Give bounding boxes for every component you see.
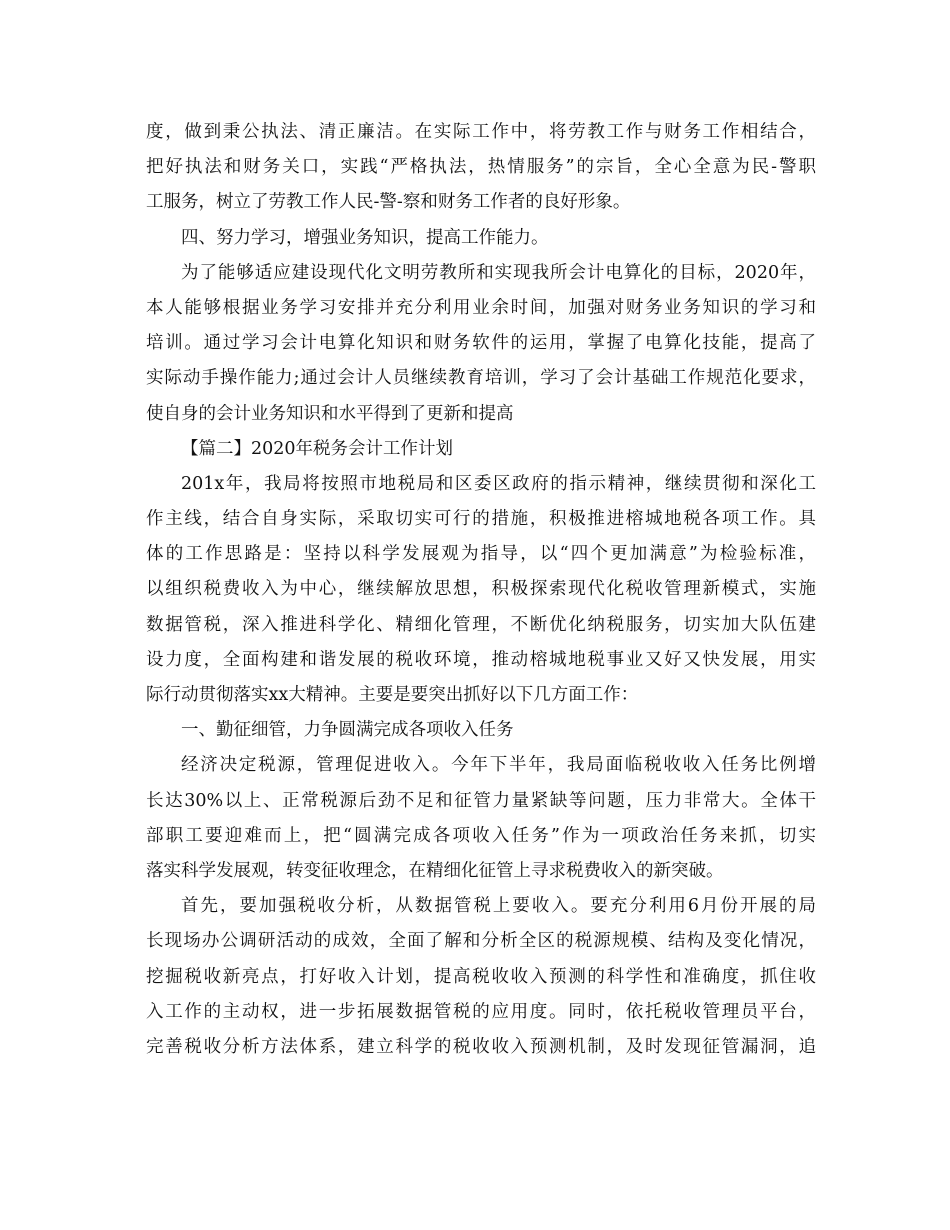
text-line: 入工作的主动权，进一步拓展数据管税的应用度。同时，依托税收管理员平台， xyxy=(146,1001,816,1022)
text-line: 以组织税费收入为中心，继续解放思想，积极探索现代化税收管理新模式，实施 xyxy=(146,579,816,600)
text-line: 作主线，结合自身实际，采取切实可行的措施，积极推进榕城地税各项工作。具 xyxy=(146,509,816,530)
text-line: 培训。通过学习会计电算化知识和财务软件的运用，掌握了电算化技能，提高了 xyxy=(146,333,816,354)
text-line: 把好执法和财务关口，实践“严格执法，热情服务”的宗旨，全心全意为民-警职 xyxy=(146,157,816,178)
text-line: 工服务，树立了劳教工作人民-警-察和财务工作者的良好形象。 xyxy=(146,192,631,213)
body-text xyxy=(146,115,816,1065)
text-line: 部职工要迎难而上，把“圆满完成各项收入任务”作为一项政治任务来抓，切实 xyxy=(146,825,816,846)
text-line: 首先，要加强税收分析，从数据管税上要收入。要充分利用6月份开展的局 xyxy=(181,896,816,917)
text-line: 长达30%以上、正常税源后劲不足和征管力量紧缺等问题，压力非常大。全体干 xyxy=(146,790,816,811)
text-line: 完善税收分析方法体系，建立科学的税收收入预测机制，及时发现征管漏洞，追 xyxy=(146,1036,816,1057)
text-line: 实际动手操作能力;通过会计人员继续教育培训，学习了会计基础工作规范化要求， xyxy=(146,368,816,389)
text-line: 经济决定税源，管理促进收入。今年下半年，我局面临税收收入任务比例增 xyxy=(181,755,816,776)
text-line: 201x年，我局将按照市地税局和区委区政府的指示精神，继续贯彻和深化工 xyxy=(181,473,816,494)
text-line: 度，做到秉公执法、清正廉洁。在实际工作中，将劳教工作与财务工作相结合， xyxy=(146,122,816,142)
article-title: 【篇二】2020年税务会计工作计划 xyxy=(181,438,454,459)
text-line: 本人能够根据业务学习安排并充分利用业余时间，加强对财务业务知识的学习和 xyxy=(146,297,816,318)
text-line: 落实科学发展观，转变征收理念，在精细化征管上寻求税费收入的新突破。 xyxy=(146,860,724,881)
text-line: 长现场办公调研活动的成效，全面了解和分析全区的税源规模、结构及变化情况， xyxy=(146,931,816,952)
text-line: 设力度，全面构建和谐发展的税收环境，推动榕城地税事业又好又快发展，用实 xyxy=(146,649,816,670)
text-line: 际行动贯彻落实xx大精神。主要是要突出抓好以下几方面工作： xyxy=(146,685,639,705)
text-line: 为了能够适应建设现代化文明劳教所和实现我所会计电算化的目标，2020年， xyxy=(181,262,816,283)
text-line: 挖掘税收新亮点，打好收入计划，提高税收收入预测的科学性和准确度，抓住收 xyxy=(146,966,816,987)
text-line: 使自身的会计业务知识和水平得到了更新和提高 xyxy=(146,403,514,424)
text-line: 体的工作思路是：坚持以科学发展观为指导，以“四个更加满意”为检验标准， xyxy=(146,544,816,565)
section-heading: 四、努力学习，增强业务知识，提高工作能力。 xyxy=(181,227,549,248)
text-line: 数据管税，深入推进科学化、精细化管理，不断优化纳税服务，切实加大队伍建 xyxy=(146,614,816,635)
section-heading: 一、勤征细管，力争圆满完成各项收入任务 xyxy=(181,720,514,741)
